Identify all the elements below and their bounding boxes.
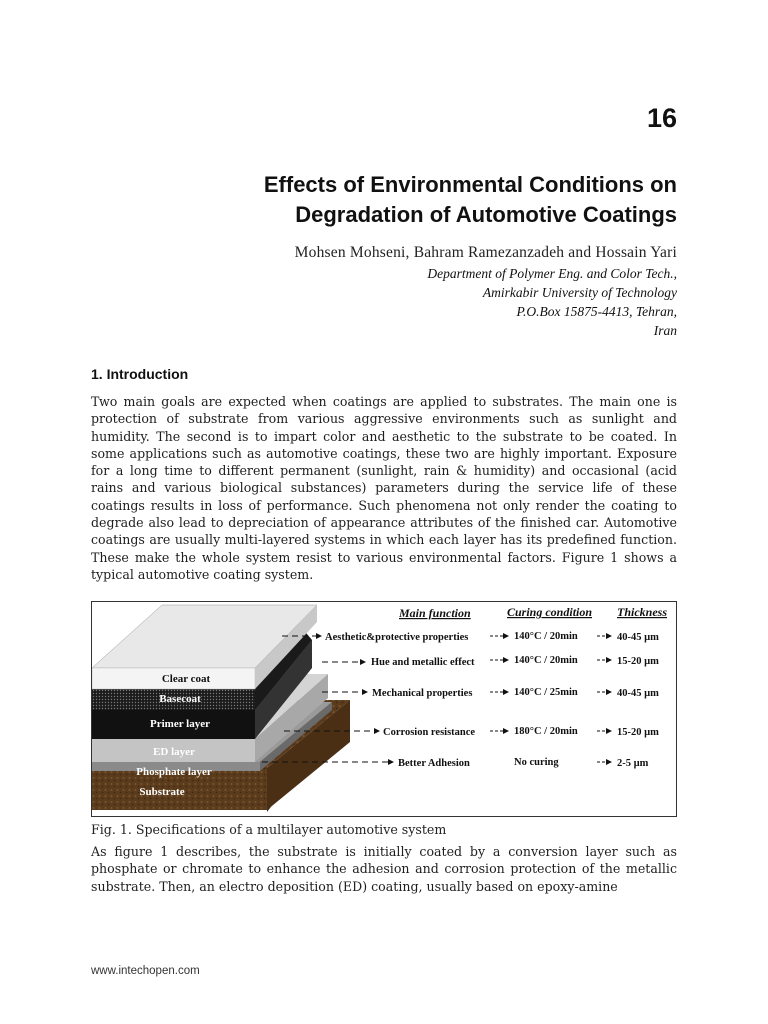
affiliation — [427, 264, 677, 340]
section-heading: 1. Introduction — [91, 366, 189, 382]
curing-label: 140°C / 20min — [514, 655, 578, 666]
curing-label: 180°C / 20min — [514, 726, 578, 737]
function-label: Better Adhesion — [398, 758, 470, 769]
affiliation-line: Department of Polymer Eng. and Color Tech., — [427, 266, 677, 281]
thickness-label: 40-45 µm — [617, 632, 659, 643]
chapter-title — [117, 170, 677, 231]
header-curing-condition: Curing condition — [507, 605, 593, 619]
title-line: Effects of Environmental Conditions on — [263, 172, 677, 197]
affiliation-line: P.O.Box 15875-4413, Tehran, — [516, 304, 677, 319]
body-paragraph: As figure 1 describes, the substrate is initially coated by a conversion layer such as phosphate or chromate to enhance the adhesion and corrosion protection of the metallic substrate. Then, an electro deposition (ED) coating, usually based on epoxy-amine — [91, 844, 677, 894]
function-label: Corrosion resistance — [383, 727, 476, 738]
header-main-function: Main function — [399, 606, 471, 620]
curing-label: 140°C / 20min — [514, 631, 578, 642]
layer-label: Basecoat — [159, 693, 201, 705]
layer-label: Substrate — [139, 786, 185, 798]
thickness-label: 15-20 µm — [617, 656, 659, 667]
curing-label: No curing — [514, 757, 559, 768]
layer-label: Phosphate layer — [136, 766, 212, 778]
chapter-number: 16 — [646, 103, 677, 133]
figure-1 — [91, 601, 677, 817]
thickness-label: 40-45 µm — [617, 688, 659, 699]
arrow-heads — [316, 633, 612, 765]
layer-label: Clear coat — [161, 673, 211, 685]
header-thickness: Thickness — [617, 605, 668, 619]
figure-caption: Fig. 1. Specifications of a multilayer automotive system — [91, 822, 447, 837]
coating-diagram — [92, 602, 676, 816]
footer-url[interactable]: www.intechopen.com — [91, 965, 200, 977]
affiliation-line: Amirkabir University of Technology — [482, 285, 677, 300]
intro-paragraph: Two main goals are expected when coatings are applied to substrates. The main one is protection of substrate from various aggressive environments such as sunlight and humidity. The second is to impart color and aesthetic to the substrate to be coated. In some applications such as automotive coatings, these two are highly important. Exposure for a long time to different permanent (sunlight, rain & humidity) and occasional (acid rains and various biological substances) parameters during the service life of these coatings results in loss of performance. Such phenomena not only render the coating to degrade also lead to depreciation of appearance attributes of the finished car. Automotive coatings are usually multi-layered systems in which each layer has its predefined function. These make the whole system resist to various environmental factors. Figure 1 shows a typical automotive coating system. — [91, 394, 677, 582]
layer-label: ED layer — [153, 746, 195, 758]
authors: Mohsen Mohseni, Bahram Ramezanzadeh and Hossain Yari — [294, 244, 677, 261]
function-label: Mechanical properties — [372, 688, 473, 699]
thickness-label: 2-5 µm — [617, 758, 649, 769]
title-line: Degradation of Automotive Coatings — [295, 202, 677, 228]
thickness-label: 15-20 µm — [617, 727, 659, 738]
curing-label: 140°C / 25min — [514, 687, 578, 698]
affiliation-line: Iran — [653, 323, 677, 338]
layer-label: Primer layer — [150, 718, 210, 730]
function-label: Hue and metallic effect — [371, 657, 475, 668]
function-label: Aesthetic&protective properties — [325, 632, 469, 643]
